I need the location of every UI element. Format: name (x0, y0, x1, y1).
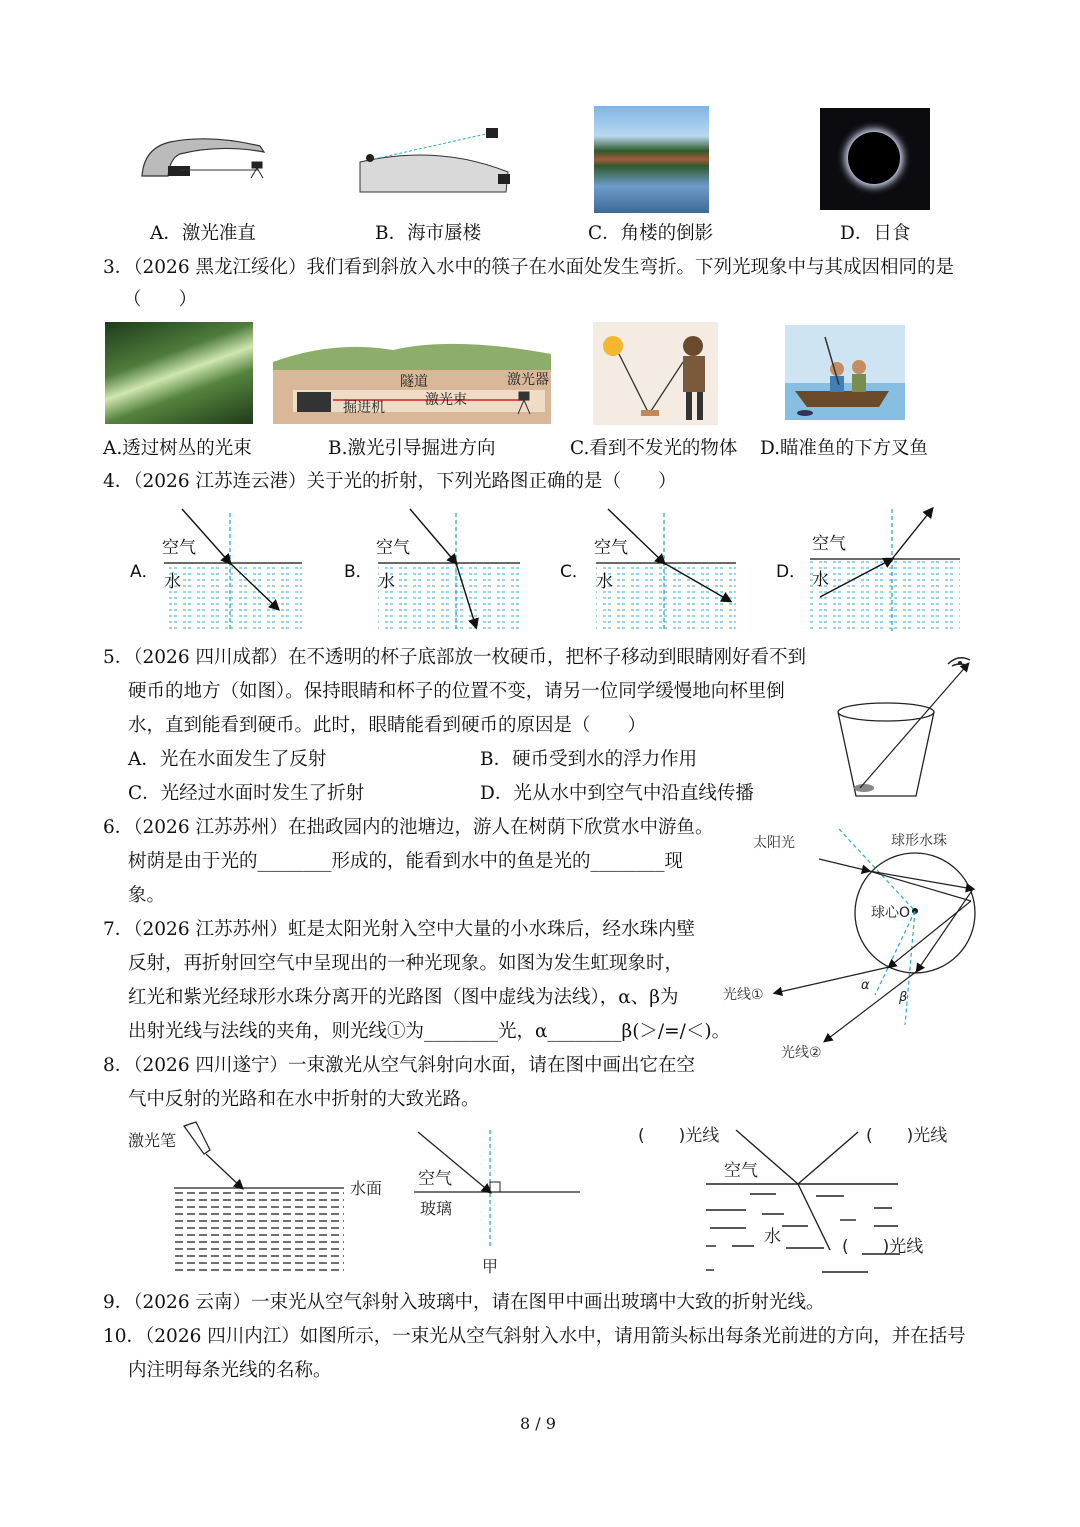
q5-cup-coin-figure (830, 650, 980, 805)
q5-option-c: C．光经过水面时发生了折射 (128, 783, 365, 804)
q3-option-a: A.透过树丛的光束 (103, 438, 252, 459)
q4-a-water: 水 (164, 572, 181, 592)
q7-ray2-label: 光线② (781, 1045, 822, 1061)
q5-line-2: 硬币的地方（如图）。保持眼睛和杯子的位置不变，请另一位同学缓慢地向杯里倒 (128, 681, 785, 702)
q2-option-d: D．日食 (840, 223, 911, 244)
q10-ray-bottom-label: ( )光线 (842, 1237, 924, 1257)
q9-stem: 9．（2026 云南）一束光从空气斜射入玻璃中，请在图甲中画出玻璃中大致的折射光线。 (103, 1292, 825, 1313)
q7-center-label: 球心O (871, 905, 911, 921)
laser-beam-label: 激光束 (425, 392, 467, 408)
q7-ray1-label: 光线① (723, 987, 764, 1003)
q4-diagram-c (560, 505, 740, 637)
q7-line-3: 红光和紫光经球形水珠分离开的光路图（图中虚线为法线），α、β为 (128, 987, 679, 1008)
q7-line-1: 7．（2026 江苏苏州）虹是太阳光射入空中大量的小水珠后，经水珠内壁 (103, 919, 695, 940)
q4-label-d: D． (776, 562, 807, 582)
q10-ray-top-left-label: ( )光线 (638, 1126, 720, 1146)
q4-d-water: 水 (812, 570, 829, 590)
q6-line-1: 6．（2026 江苏苏州）在拙政园内的池塘边，游人在树荫下欣赏水中游鱼。 (103, 817, 714, 838)
q10-air-label: 空气 (724, 1161, 758, 1181)
image-laser-collimation (140, 128, 270, 183)
q10-ray-top-right-label: ( )光线 (866, 1126, 948, 1146)
q4-a-air: 空气 (162, 538, 196, 558)
q7-line-4: 出射光线与法线的夹角，则光线①为________光，α________β(＞/=/＜)。 (128, 1021, 731, 1042)
laser-device-label: 激光器 (507, 372, 549, 388)
q3-stem: 3．（2026 黑龙江绥化）我们看到斜放入水中的筷子在水面处发生弯折。下列光现象中与其成因相同的是 (103, 257, 954, 278)
q10-line-1: 10．（2026 四川内江）如图所示，一束光从空气斜射入水中，请用箭头标出每条光前进的方向，并在括号 (103, 1326, 966, 1347)
q7-line-2: 反射，再折射回空气中呈现出的一种光现象。如图为发生虹现象时， (128, 953, 684, 974)
q4-b-air: 空气 (376, 538, 410, 558)
q8-line-1: 8．（2026 四川遂宁）一束激光从空气斜射向水面，请在图中画出它在空 (103, 1055, 695, 1076)
q4-label-b: B． (344, 562, 373, 582)
q7-alpha-label: α (861, 978, 870, 993)
q3-option-c: C.看到不发光的物体 (570, 438, 738, 459)
image-see-nonluminous-object (593, 322, 718, 425)
q6-line-2: 树荫是由于光的________形成的，能看到水中的鱼是光的________现 (128, 851, 684, 872)
q9-air-label: 空气 (418, 1169, 452, 1189)
q4-d-air: 空气 (812, 534, 846, 554)
q10-line-2: 内注明每条光线的名称。 (128, 1360, 332, 1381)
q5-option-a: A．光在水面发生了反射 (128, 749, 327, 770)
image-mirage (358, 122, 528, 197)
q8-laser-pen-label: 激光笔 (128, 1131, 177, 1150)
q2-option-b: B．海市蜃楼 (375, 223, 482, 244)
q5-option-d: D．光从水中到空气中沿直线传播 (480, 783, 754, 804)
q8-surface-label: 水面 (350, 1179, 383, 1198)
q8-laser-water-figure (126, 1120, 396, 1280)
q2-option-a: A．激光准直 (150, 223, 256, 244)
q8-line-2: 气中反射的光路和在水中折射的大致光路。 (128, 1089, 480, 1110)
q4-diagram-a (126, 505, 306, 637)
q4-stem: 4．（2026 江苏连云港）关于光的折射，下列光路图正确的是（ ） (103, 471, 677, 492)
q4-b-water: 水 (378, 572, 395, 592)
q4-label-c: C． (560, 562, 589, 582)
q10-water-label: 水 (764, 1227, 781, 1247)
q4-diagram-b (342, 505, 522, 637)
page-number: 8 / 9 (520, 1414, 556, 1433)
q3-option-d: D.瞄准鱼的下方叉鱼 (760, 438, 929, 459)
q5-line-3: 水，直到能看到硬币。此时，眼睛能看到硬币的原因是（ ） (128, 715, 647, 736)
q10-rays-figure (636, 1122, 966, 1282)
q9-figure-name: 甲 (482, 1257, 499, 1276)
q6-line-3: 象。 (128, 885, 166, 906)
image-forest-light (105, 322, 253, 424)
image-solar-eclipse (820, 108, 930, 210)
tunnel-label: 隧道 (400, 374, 428, 390)
image-tunnel-laser (273, 332, 551, 424)
q2-option-c: C．角楼的倒影 (588, 223, 714, 244)
q3-bracket: （ ） (123, 289, 198, 310)
image-spear-fishing (785, 325, 905, 420)
q9-glass-figure (410, 1128, 585, 1280)
q3-option-b: B.激光引导掘进方向 (328, 438, 496, 459)
q9-glass-label: 玻璃 (420, 1199, 453, 1218)
q7-beta-label: β (899, 990, 908, 1005)
q4-label-a: A． (130, 562, 159, 582)
q4-c-air: 空气 (594, 538, 628, 558)
q4-diagram-d (776, 505, 962, 637)
q7-sunlight-label: 太阳光 (753, 835, 795, 851)
q7-raindrop-figure (723, 825, 985, 1065)
boring-machine-label: 掘进机 (343, 400, 385, 416)
q5-option-b: B．硬币受到水的浮力作用 (480, 749, 698, 770)
q5-line-1: 5．（2026 四川成都）在不透明的杯子底部放一枚硬币，把杯子移动到眼睛刚好看不到 (103, 647, 806, 668)
q7-droplet-label: 球形水珠 (891, 833, 947, 849)
q4-c-water: 水 (596, 572, 613, 592)
image-turret-reflection (594, 106, 709, 213)
